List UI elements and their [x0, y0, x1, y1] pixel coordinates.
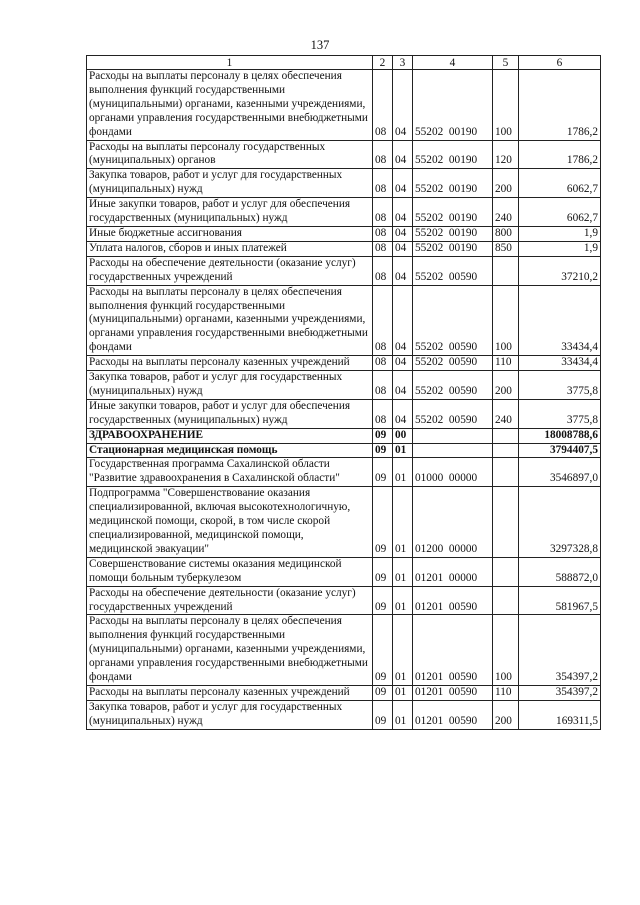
row-amount-cell: 3297328,8: [519, 487, 601, 558]
row-expense-type-cell: [493, 458, 519, 487]
row-section-cell: 08: [373, 169, 393, 198]
column-header: 1: [87, 56, 373, 70]
table-row: [87, 685, 601, 700]
row-name-cell: Закупка товаров, работ и услуг для государственных (муниципальных) нужд: [87, 371, 373, 400]
row-subsection-cell: 01: [393, 586, 413, 615]
row-name-cell: ЗДРАВООХРАНЕНИЕ: [87, 428, 373, 443]
row-section-cell: 09: [373, 458, 393, 487]
row-subsection-cell: 01: [393, 487, 413, 558]
row-amount-cell: 3775,8: [519, 399, 601, 428]
row-expense-type-cell: 110: [493, 356, 519, 371]
row-target-article-cell: [413, 443, 493, 458]
row-expense-type-cell: 240: [493, 198, 519, 227]
row-section-cell: 08: [373, 70, 393, 141]
table-row: [87, 458, 601, 487]
row-amount-cell: 1,9: [519, 241, 601, 256]
table-row: [87, 586, 601, 615]
row-section-cell: 09: [373, 487, 393, 558]
row-section-cell: 08: [373, 198, 393, 227]
table-row: [87, 198, 601, 227]
row-amount-cell: 33434,4: [519, 356, 601, 371]
column-header: 4: [413, 56, 493, 70]
row-target-article-cell: 55202 00190: [413, 140, 493, 169]
table-row: [87, 256, 601, 285]
row-name-cell: Стационарная медицинская помощь: [87, 443, 373, 458]
row-subsection-cell: 04: [393, 371, 413, 400]
row-section-cell: 09: [373, 443, 393, 458]
row-expense-type-cell: 120: [493, 140, 519, 169]
row-amount-cell: 37210,2: [519, 256, 601, 285]
table-row: [87, 226, 601, 241]
row-name-cell: Расходы на выплаты персоналу в целях обеспечения выполнения функций государственными (муниципальными) органами, казенными учреждениями, органами управления государственными внебюджетными фондами: [87, 285, 373, 356]
column-header: 5: [493, 56, 519, 70]
row-subsection-cell: 04: [393, 256, 413, 285]
row-amount-cell: 1786,2: [519, 70, 601, 141]
row-name-cell: Расходы на выплаты персоналу в целях обеспечения выполнения функций государственными (муниципальными) органами, казенными учреждениями, органами управления государственными внебюджетными фондами: [87, 70, 373, 141]
row-expense-type-cell: 240: [493, 399, 519, 428]
column-header: 2: [373, 56, 393, 70]
table-row: [87, 70, 601, 141]
row-subsection-cell: 04: [393, 169, 413, 198]
row-name-cell: Расходы на выплаты персоналу казенных учреждений: [87, 356, 373, 371]
row-amount-cell: 169311,5: [519, 700, 601, 729]
row-name-cell: Подпрограмма "Совершенствование оказания специализированной, включая высокотехнологичную, медицинской помощи, скорой, в том числе скорой специализированной, медицинской помощи, медицинской эвакуации": [87, 487, 373, 558]
row-section-cell: 09: [373, 685, 393, 700]
row-section-cell: 08: [373, 140, 393, 169]
row-name-cell: Уплата налогов, сборов и иных платежей: [87, 241, 373, 256]
row-amount-cell: 3775,8: [519, 371, 601, 400]
row-expense-type-cell: 110: [493, 685, 519, 700]
table-row: [87, 371, 601, 400]
row-section-cell: 09: [373, 615, 393, 686]
row-subsection-cell: 04: [393, 198, 413, 227]
row-target-article-cell: 01200 00000: [413, 487, 493, 558]
table-row: [87, 399, 601, 428]
row-expense-type-cell: 100: [493, 285, 519, 356]
row-target-article-cell: 55202 00590: [413, 256, 493, 285]
row-section-cell: 08: [373, 256, 393, 285]
row-target-article-cell: 01201 00000: [413, 557, 493, 586]
row-name-cell: Иные закупки товаров, работ и услуг для обеспечения государственных (муниципальных) нужд: [87, 198, 373, 227]
row-name-cell: Закупка товаров, работ и услуг для государственных (муниципальных) нужд: [87, 700, 373, 729]
row-subsection-cell: 04: [393, 285, 413, 356]
row-amount-cell: 33434,4: [519, 285, 601, 356]
row-target-article-cell: 55202 00590: [413, 356, 493, 371]
row-name-cell: Иные бюджетные ассигнования: [87, 226, 373, 241]
row-subsection-cell: 01: [393, 700, 413, 729]
row-target-article-cell: 01201 00590: [413, 700, 493, 729]
row-amount-cell: 581967,5: [519, 586, 601, 615]
table-row: [87, 615, 601, 686]
row-expense-type-cell: 100: [493, 615, 519, 686]
row-expense-type-cell: [493, 487, 519, 558]
row-section-cell: 09: [373, 586, 393, 615]
row-subsection-cell: 04: [393, 70, 413, 141]
row-name-cell: Расходы на выплаты персоналу казенных учреждений: [87, 685, 373, 700]
row-amount-cell: 3546897,0: [519, 458, 601, 487]
row-subsection-cell: 04: [393, 399, 413, 428]
table-row: [87, 356, 601, 371]
row-subsection-cell: 00: [393, 428, 413, 443]
row-section-cell: 08: [373, 226, 393, 241]
row-expense-type-cell: 200: [493, 371, 519, 400]
table-row: [87, 140, 601, 169]
row-name-cell: Государственная программа Сахалинской области "Развитие здравоохранения в Сахалинской области": [87, 458, 373, 487]
table-row: [87, 285, 601, 356]
row-expense-type-cell: [493, 557, 519, 586]
row-amount-cell: 6062,7: [519, 169, 601, 198]
row-amount-cell: 18008788,6: [519, 428, 601, 443]
row-amount-cell: 1786,2: [519, 140, 601, 169]
row-target-article-cell: 55202 00590: [413, 399, 493, 428]
row-target-article-cell: 55202 00190: [413, 198, 493, 227]
row-amount-cell: 3794407,5: [519, 443, 601, 458]
row-name-cell: Закупка товаров, работ и услуг для государственных (муниципальных) нужд: [87, 169, 373, 198]
table-row: [87, 557, 601, 586]
row-subsection-cell: 01: [393, 557, 413, 586]
row-expense-type-cell: [493, 586, 519, 615]
row-expense-type-cell: [493, 443, 519, 458]
table-row: [87, 443, 601, 458]
row-name-cell: Расходы на выплаты персоналу в целях обеспечения выполнения функций государственными (муниципальными) органами, казенными учреждениями, органами управления государственными внебюджетными фондами: [87, 615, 373, 686]
row-amount-cell: 6062,7: [519, 198, 601, 227]
row-expense-type-cell: [493, 256, 519, 285]
row-section-cell: 08: [373, 399, 393, 428]
row-target-article-cell: 55202 00190: [413, 226, 493, 241]
row-name-cell: Расходы на обеспечение деятельности (оказание услуг) государственных учреждений: [87, 586, 373, 615]
row-target-article-cell: 55202 00590: [413, 371, 493, 400]
row-target-article-cell: 55202 00590: [413, 285, 493, 356]
row-expense-type-cell: 800: [493, 226, 519, 241]
row-section-cell: 08: [373, 371, 393, 400]
row-subsection-cell: 04: [393, 356, 413, 371]
row-target-article-cell: 01201 00590: [413, 586, 493, 615]
row-amount-cell: 588872,0: [519, 557, 601, 586]
row-expense-type-cell: 200: [493, 169, 519, 198]
row-name-cell: Иные закупки товаров, работ и услуг для обеспечения государственных (муниципальных) нужд: [87, 399, 373, 428]
row-subsection-cell: 04: [393, 226, 413, 241]
page-number: 137: [310, 38, 330, 52]
row-amount-cell: 354397,2: [519, 685, 601, 700]
row-target-article-cell: 55202 00190: [413, 169, 493, 198]
row-target-article-cell: [413, 428, 493, 443]
column-header: 3: [393, 56, 413, 70]
row-section-cell: 09: [373, 700, 393, 729]
row-subsection-cell: 01: [393, 685, 413, 700]
row-target-article-cell: 55202 00190: [413, 241, 493, 256]
row-target-article-cell: 01201 00590: [413, 615, 493, 686]
row-name-cell: Расходы на обеспечение деятельности (оказание услуг) государственных учреждений: [87, 256, 373, 285]
row-expense-type-cell: [493, 428, 519, 443]
table-row: [87, 700, 601, 729]
row-subsection-cell: 01: [393, 458, 413, 487]
row-expense-type-cell: 200: [493, 700, 519, 729]
row-name-cell: Совершенствование системы оказания медицинской помощи больным туберкулезом: [87, 557, 373, 586]
table-row: [87, 241, 601, 256]
row-subsection-cell: 01: [393, 443, 413, 458]
table-row: [87, 169, 601, 198]
column-header: 6: [519, 56, 601, 70]
row-section-cell: 09: [373, 557, 393, 586]
table-row: [87, 428, 601, 443]
row-section-cell: 09: [373, 428, 393, 443]
budget-table: [86, 55, 601, 730]
row-target-article-cell: 01000 00000: [413, 458, 493, 487]
row-amount-cell: 1,9: [519, 226, 601, 241]
row-subsection-cell: 04: [393, 241, 413, 256]
table-row: [87, 487, 601, 558]
row-section-cell: 08: [373, 241, 393, 256]
row-subsection-cell: 04: [393, 140, 413, 169]
row-section-cell: 08: [373, 356, 393, 371]
row-expense-type-cell: 100: [493, 70, 519, 141]
row-amount-cell: 354397,2: [519, 615, 601, 686]
row-target-article-cell: 01201 00590: [413, 685, 493, 700]
row-expense-type-cell: 850: [493, 241, 519, 256]
row-target-article-cell: 55202 00190: [413, 70, 493, 141]
row-section-cell: 08: [373, 285, 393, 356]
row-name-cell: Расходы на выплаты персоналу государственных (муниципальных) органов: [87, 140, 373, 169]
row-subsection-cell: 01: [393, 615, 413, 686]
table-header-row: [87, 56, 601, 70]
